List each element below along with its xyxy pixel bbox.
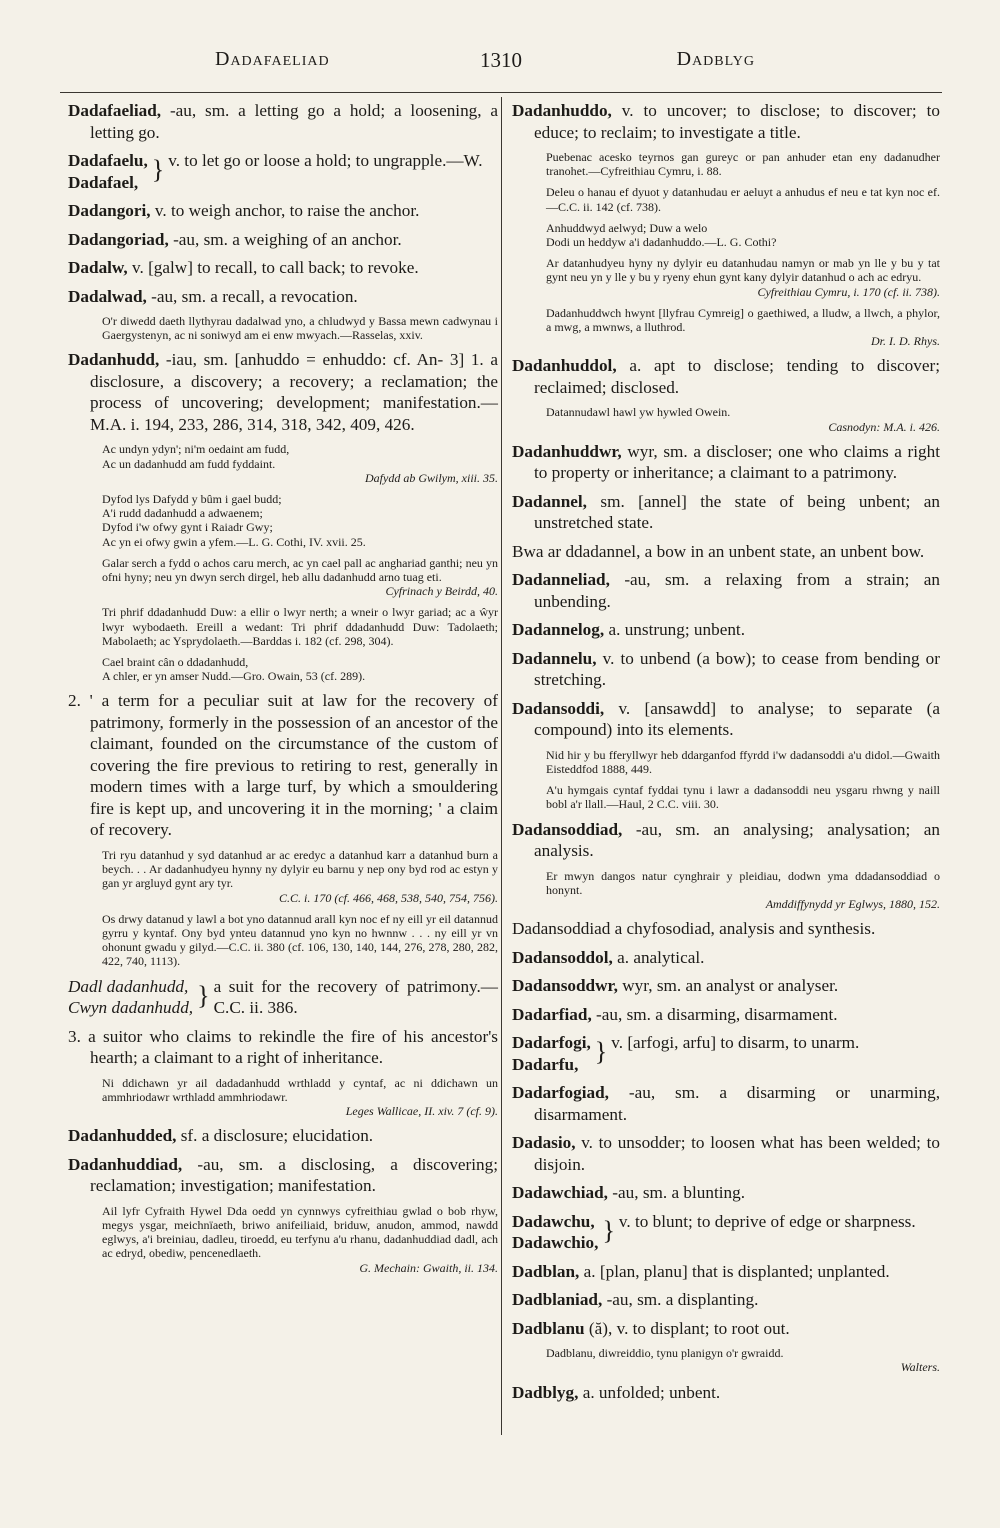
header-last-word: Dadblyg: [676, 48, 755, 70]
entry: [68, 150, 498, 193]
definition: v. [ansawdd] to analyse; to separate (a compound) into its elements.: [534, 698, 940, 740]
running-header: [60, 48, 940, 78]
definition: (ă), v. to displant; to root out.: [588, 1318, 790, 1338]
brace: }: [151, 155, 165, 184]
entry: [512, 819, 940, 862]
entry: [512, 648, 940, 691]
verse-line: Dyfod i'w ofwy gynt i Raiadr Gwy;: [102, 520, 273, 535]
page-number: 1310: [480, 48, 522, 72]
headword: Dadafaeliad,: [68, 101, 162, 120]
definition: wyr, sm. an analyst or analyser.: [622, 976, 839, 996]
entry: [512, 1382, 940, 1404]
headword: Dadansoddi,: [512, 698, 605, 718]
headword: Dadanneliad,: [512, 570, 610, 590]
entry: [512, 947, 940, 969]
headword: Dadblanu: [512, 1318, 585, 1338]
headword: Dadblyg,: [512, 1382, 579, 1402]
entry: [68, 1125, 498, 1147]
citation: Leges Wallicae, II. xiv. 7 (cf. 9).: [345, 1103, 498, 1118]
entry: [68, 976, 498, 1019]
quotation: Os drwy datanud y lawl a bot yno datannud arall kyn noc ef ny eill yr eil datannud gyrru y kyntaf. Ony byd ynteu datannud yno kyn no hwnnw . . . ny eill yr vn ohonunt gwadu y gilyd.—C.C. ii. 380 (cf. 106, 130, 140, 144, 276, 278, 280, 282, 422, 740, 1113).: [102, 911, 498, 969]
phrase: Dadl dadanhudd,: [68, 976, 189, 996]
verse-quotation: [102, 655, 498, 683]
headword: Dadafael,: [68, 172, 139, 192]
quotation: [512, 256, 940, 299]
entry: [512, 1032, 940, 1075]
header-first-word: Dadafaeliad: [215, 48, 330, 70]
citation: Cyfrinach y Beirdd, 40.: [385, 584, 498, 599]
headword: Dadansoddol,: [512, 947, 613, 967]
citation: Casnodyn: M.A. i. 426.: [828, 419, 940, 434]
entry: [68, 349, 498, 435]
verse-line: Dodi un heddyw a'i dadanhuddo.—L. G. Cothi?: [546, 235, 777, 250]
definition: v. to blunt; to deprive of edge or sharpness.: [618, 1211, 916, 1231]
verse-line: A'i rudd dadanhudd a adwaenem;: [102, 506, 263, 521]
quotation: [68, 556, 498, 599]
definition: a suit for the recovery of patrimony.—C.C. ii. 386.: [213, 976, 498, 1018]
entry: [512, 100, 940, 143]
quotation: [512, 1346, 940, 1374]
headword: Dadangoriad,: [68, 229, 169, 249]
definition: a. analytical.: [617, 947, 705, 967]
headword: Dadanhudd,: [68, 350, 160, 370]
headword: Dadangori,: [68, 201, 151, 220]
brace: }: [197, 980, 210, 1010]
headword: Dadanhuddol,: [512, 356, 617, 376]
brace: }: [594, 1037, 608, 1067]
verse-line: Ac undyn ydyn'; ni'm oedaint am fudd,: [102, 442, 290, 457]
entry: [68, 1154, 498, 1197]
quotation: [68, 848, 498, 905]
quotation: Puebenac acesko teyrnos gan gureyc or pan anhuder etan eny dadanudher tranohet.—Cyfreithiau Cymru, i. 88.: [546, 150, 940, 179]
quotation: [68, 1076, 498, 1119]
citation: Dafydd ab Gwilym, xiii. 35.: [365, 470, 498, 485]
entry: [512, 975, 940, 997]
definition: -au, sm. an analysing; analysation; an analysis.: [534, 819, 940, 861]
verse-line: A chler, er yn amser Nudd.—Gro. Owain, 53 (cf. 289).: [102, 669, 366, 684]
definition: -au, sm. a disclosing, a discovering; reclamation; investigation; manifestation.: [90, 1154, 499, 1196]
entry: [512, 619, 940, 641]
verse-quotation: [102, 442, 498, 485]
quotation: [512, 869, 940, 912]
citation: C.C. i. 170 (cf. 466, 468, 538, 540, 754, 756).: [279, 890, 498, 905]
entry: [512, 1289, 940, 1311]
quotation-text: Ail lyfr Cyfraith Hywel Dda oedd yn cynnwys cyfreithiau gwlad o bob rhyw, megys ysgar, meichnïaeth, briwo anifeiliaid, briduw, anudon, ammod, nawdd eglwys, a'i breiniau, dadleu, tiroedd, eu terfynu a'u rhanu, dadanhuddiad dadl, ach ac edryd, obediw, pencenedlaeth.: [102, 1203, 498, 1261]
entry: [512, 1211, 940, 1254]
headword: Dadblaniad,: [512, 1290, 603, 1310]
headword: Dadanhuddwr,: [512, 441, 622, 461]
quotation: [512, 306, 940, 349]
definition: -au, sm. a relaxing from a strain; an unbending.: [534, 570, 941, 611]
entry: [512, 1004, 940, 1026]
citation: Cyfreithiau Cymru, i. 170 (cf. ii. 738).: [757, 284, 940, 299]
headword: Dadawchiad,: [512, 1183, 608, 1203]
definition: -au, sm. a weighing of an anchor.: [173, 229, 402, 249]
phrase-entry: Dadansoddiad a chyfosodiad, analysis and synthesis.: [512, 919, 876, 939]
quotation: [512, 405, 940, 433]
headword: Dadarfogiad,: [512, 1083, 609, 1103]
definition: v. to uncover; to disclose; to discover; to educe; to reclaim; to investigate a title.: [534, 101, 940, 142]
verse-line: Cael braint cân o ddadanhudd,: [102, 655, 249, 670]
citation: Walters.: [900, 1360, 940, 1375]
entry: [68, 229, 498, 251]
definition: sf. a disclosure; elucidation.: [180, 1126, 374, 1146]
definition: a. unfolded; unbent.: [582, 1382, 721, 1402]
quotation-text: Ar datanhudyeu hyny ny dylyir eu datanhudau namyn or mab yn lle y bu y tat gynt neu yn y lle y bu y ryeny ehun gynt kany dylyir datanhud o ach ac edryu.: [546, 256, 940, 285]
definition: v. [galw] to recall, to call back; to revoke.: [132, 258, 419, 277]
headword: Dadalw,: [68, 258, 128, 277]
entry: [512, 1318, 940, 1340]
quotation: Tri phrif ddadanhudd Duw: a ellir o lwyr nerth; a wneir o lwyr gariad; ac a ŵyr lwyr wybodaeth. Ereill a wedant: Tri phrif ddadanhudd Duw: Tadolaeth; Mabolaeth; ac Ysprydolaeth.—Barddas i. 182 (cf. 298, 304).: [102, 605, 498, 648]
entry: [512, 355, 940, 398]
headword: Dadalwad,: [68, 286, 147, 306]
phrase: Cwyn dadanhudd,: [68, 998, 194, 1018]
phrase-entry: Bwa ar ddadannel, a bow in an unbent state, an unbent bow.: [512, 541, 925, 561]
headword: Dadasio,: [512, 1133, 576, 1153]
quotation-text: Dadanhuddwch hwynt [llyfrau Cymreig] o gaethiwed, a lludw, a llwch, a phylor, a mwg, a mwnws, a lluthrod.: [546, 305, 940, 335]
headword: Dadannelog,: [512, 620, 605, 640]
entry: [68, 100, 498, 143]
entry: [512, 491, 940, 534]
quotation-text: Dadblanu, diwreiddio, tynu planigyn o'r gwraidd.: [546, 1346, 784, 1361]
header-rule: [60, 92, 942, 93]
headword: Dadansoddwr,: [512, 976, 618, 996]
definition: sm. [annel] the state of being unbent; an unstretched state.: [534, 491, 941, 533]
verse-line: Anhuddwyd aelwyd; Duw a welo: [546, 220, 708, 235]
quotation: [68, 1204, 498, 1275]
definition: a. [plan, planu] that is displanted; unplanted.: [583, 1261, 890, 1281]
entry: [512, 1261, 940, 1283]
headword: Dadanhuddiad,: [68, 1154, 183, 1174]
quotation: A'u hymgais cyntaf fyddai tynu i lawr a dadansoddi neu ysgaru rhwng y naill bobl a'r llall.—Haul, 2 C.C. viii. 30.: [546, 783, 940, 812]
entry: [512, 698, 940, 741]
entry: [512, 569, 940, 612]
citation: Amddiffynydd yr Eglwys, 1880, 152.: [765, 897, 940, 912]
definition: v. to weigh anchor, to raise the anchor.: [154, 201, 420, 220]
headword: Dadblan,: [512, 1261, 580, 1281]
definition: a. unstrung; unbent.: [608, 620, 745, 640]
headword: Dadarfogi,: [512, 1033, 591, 1053]
quotation-text: Ni ddichawn yr ail dadadanhudd wrthladd y cyntaf, ac ni ddichawn un ammhriodawr wrthladd ammhriodawr.: [102, 1075, 498, 1104]
headword: Dadanhuddo,: [512, 101, 612, 120]
definition: wyr, sm. a discloser; one who claims a right to property or inheritance; a claimant to a patrimony.: [534, 441, 940, 483]
definition: a. apt to disclose; tending to discover; reclaimed; disclosed.: [534, 356, 940, 397]
headword: Dadannel,: [512, 491, 587, 511]
headword: Dadanhudded,: [68, 1126, 177, 1146]
verse-line: Ac yn ei ofwy gwin a yfem.—L. G. Cothi, IV. xvii. 25.: [102, 534, 366, 549]
column-divider: [501, 97, 502, 1435]
entry: [512, 1182, 940, 1204]
verse-quotation: [102, 492, 498, 549]
definition: v. to unsodder; to loosen what has been welded; to disjoin.: [534, 1133, 941, 1174]
quotation: Nid hir y bu fferyllwyr heb ddarganfod ffyrdd i'w dadansoddi a'u didol.—Gwaith Eisteddfod 1888, 449.: [546, 747, 940, 777]
citation: G. Mechain: Gwaith, ii. 134.: [359, 1260, 498, 1275]
definition: -au, sm. a recall, a revocation.: [151, 286, 358, 306]
quotation-text: Galar serch a fydd o achos caru merch, ac yn cael pall ac anghariad ganthi; neu yn ofni hyny; neu yn dwyn serch dirgel, heb allu dadanhudd arno tuag eti.: [102, 555, 498, 585]
headword: Dadansoddiad,: [512, 819, 623, 839]
headword: Dadawchio,: [512, 1233, 599, 1253]
headword: Dadarfu,: [512, 1054, 579, 1074]
definition: v. [arfogi, arfu] to disarm, to unarm.: [611, 1033, 860, 1053]
entry: [512, 1082, 940, 1125]
sense-2: 2. ' a term for a peculiar suit at law for the recovery of patrimony, formerly in the possession of an ancestor of the claimant, founded on the circumstance of the custom of covering the fire previous to retiring to rest, generally in modern times with a large turf, by which a smouldering fire is kept up, and uncovering it in the morning; ' a claim of recovery.: [68, 691, 498, 840]
headword: Dadannelu,: [512, 648, 597, 668]
verse-line: Ac un dadanhudd am fudd fyddaint.: [102, 456, 276, 471]
headword: Dadawchu,: [512, 1211, 595, 1231]
sense-3: 3. a suitor who claims to rekindle the fire of his ancestor's hearth; a claimant to a right of inheritance.: [68, 1026, 498, 1068]
definition: -au, sm. a letting go a hold; a loosening, a letting go.: [90, 101, 499, 142]
quotation-text: Er mwyn dangos natur cynghrair y pleidiau, dodwn yma ddadansoddiad o honynt.: [546, 868, 940, 897]
definition: -au, sm. a blunting.: [612, 1183, 745, 1203]
definition: -au, sm. a disarming, disarmament.: [596, 1004, 838, 1024]
definition: -au, sm. a displanting.: [606, 1290, 759, 1310]
definition: v. to unbend (a bow); to cease from bending or stretching.: [534, 648, 940, 690]
entry: [512, 1132, 940, 1175]
verse-quotation: [546, 221, 940, 249]
definition: -au, sm. a disarming or unarming, disarmament.: [534, 1083, 940, 1124]
quotation: O'r diwedd daeth llythyrau dadalwad yno, a chludwyd y Bassa mewn cadwynau i Gaergystenyn, ac ni soniwyd am ei enw mwyach.—Rasselas, xxiv.: [102, 314, 498, 343]
entry: [68, 286, 498, 308]
entry: [68, 257, 498, 279]
quotation: Deleu o hanau ef dyuot y datanhudau er aeluyt a anhudus ef neu e tat kyn noc ef.—C.C. ii. 142 (cf. 738).: [546, 185, 940, 214]
definition: v. to let go or loose a hold; to ungrapple.—W.: [168, 151, 483, 170]
headword: Dadarfiad,: [512, 1004, 592, 1024]
citation: Dr. I. D. Rhys.: [871, 334, 940, 349]
definition: -iau, sm. [anhuddo = enhuddo: cf. An- 3] 1. a disclosure, a discovery; a recovery; a reclamation; the process of uncovering; development; manifestation.—M.A. i. 194, 233, 286, 314, 318, 342, 409, 426.: [90, 350, 498, 434]
entry: [512, 441, 940, 484]
quotation-text: Tri ryu datanhud y syd datanhud ar ac eredyc a datanhud karr a datanhud burn a beych. . . Ar dadanhudyeu hynny ny dylyir eu barnu y nep ony byd rod ac estyn y gan yr argluyd gynt ary tyr.: [102, 847, 498, 891]
right-column: [512, 100, 940, 1410]
quotation-text: Datannudawl hawl yw hywled Owein.: [546, 405, 731, 420]
verse-line: Dyfod lys Dafydd y bûm i gael budd;: [102, 492, 282, 507]
headword: Dadafaelu,: [68, 151, 148, 170]
left-column: [68, 100, 498, 1282]
entry: [68, 200, 498, 222]
brace: }: [602, 1215, 615, 1245]
